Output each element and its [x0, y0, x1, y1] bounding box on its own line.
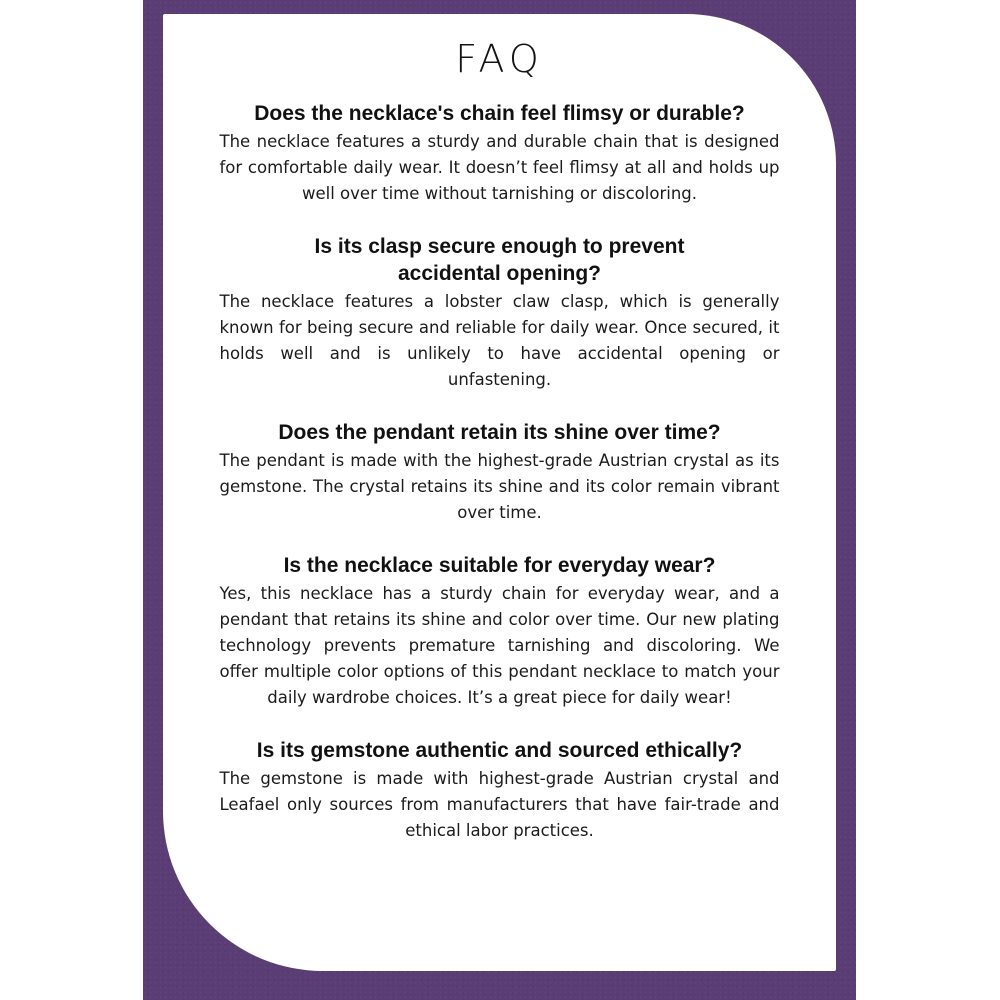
- faq-answer: Yes, this necklace has a sturdy chain for everyday wear, and a pendant that retains its shine and color over time. Our new plating technology prevents premature tarnishing and discoloring. We offer multiple color options of this pendant necklace to match your daily wardrobe choices. It’s a great piece for daily wear!: [219, 584, 780, 707]
- faq-answer: The pendant is made with the highest-grade Austrian crystal as its gemstone. The crystal retains its shine and its color remain vibrant over time.: [219, 451, 780, 522]
- faq-answer: The necklace features a sturdy and durable chain that is designed for comfortable daily wear. It doesn’t feel flimsy at all and holds up well over time without tarnishing or discoloring.: [219, 132, 780, 203]
- faq-answer: The gemstone is made with highest-grade Austrian crystal and Leafael only sources from manufacturers that have fair-trade and ethical labor practices.: [219, 769, 780, 840]
- faq-item-chain: [220, 100, 780, 207]
- faq-question: Does the pendant retain its shine over time?: [278, 421, 721, 444]
- faq-question: Is its gemstone authentic and sourced ethically?: [256, 739, 743, 762]
- faq-answer: The necklace features a lobster claw clasp, which is generally known for being secure and reliable for daily wear. Once secured, it holds well and is unlikely to have accidental opening or unfastening.: [219, 292, 780, 389]
- faq-question: Is its clasp secure enough to prevent accidental opening?: [314, 235, 685, 285]
- faq-item-everyday-wear: [220, 552, 780, 711]
- faq-question: Does the necklace's chain feel flimsy or durable?: [254, 102, 745, 125]
- faq-item-clasp: [220, 233, 780, 393]
- faq-item-pendant-shine: [220, 419, 780, 526]
- faq-card: [163, 14, 836, 971]
- faq-list: [163, 100, 836, 844]
- faq-question: Is the necklace suitable for everyday wear?: [283, 554, 716, 577]
- faq-title: FAQ: [455, 37, 544, 81]
- faq-item-gemstone: [220, 737, 780, 844]
